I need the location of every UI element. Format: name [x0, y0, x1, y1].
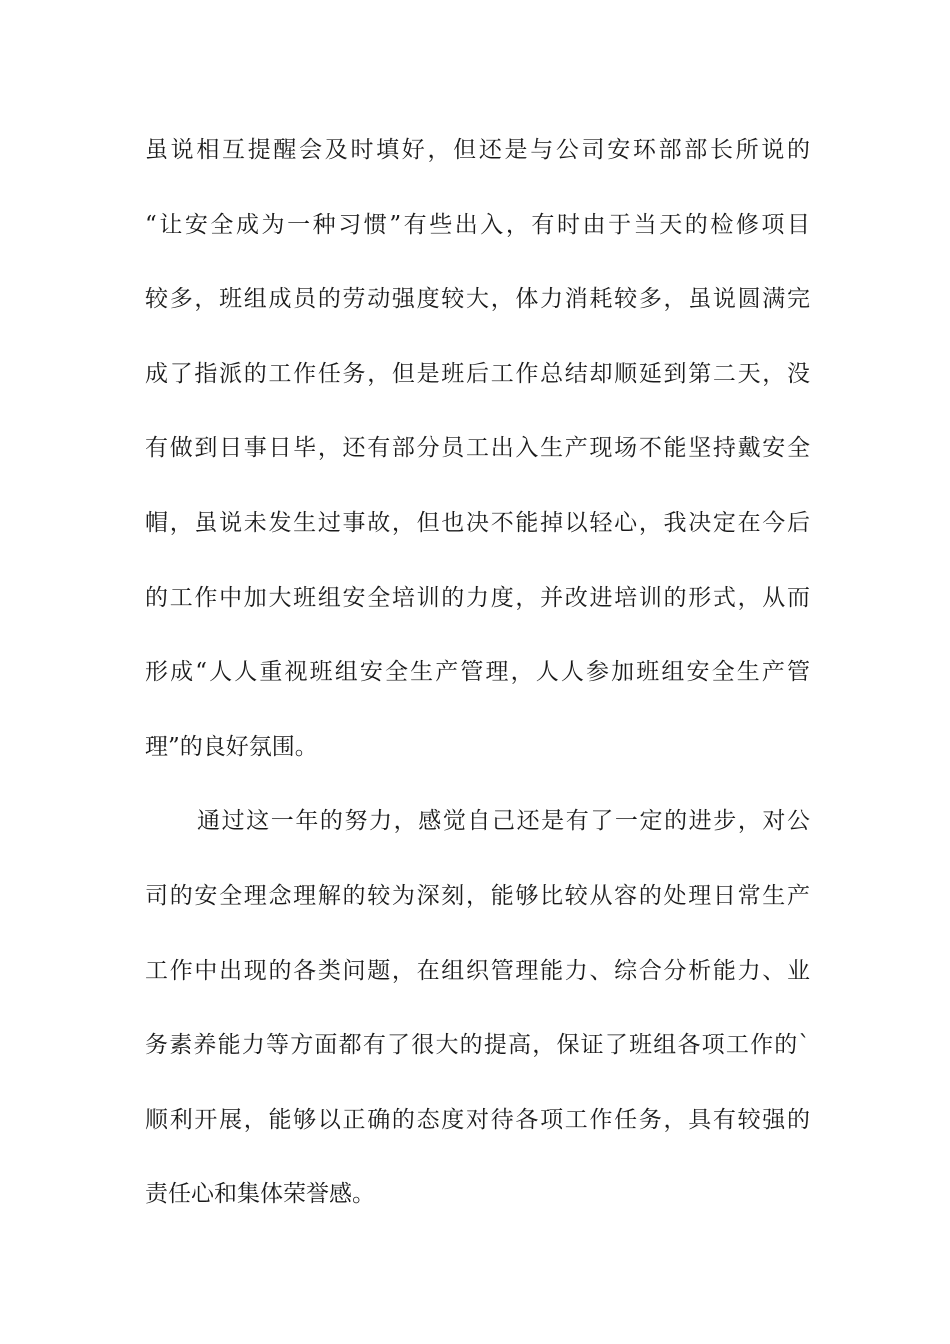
paragraph-line: 的工作中加大班组安全培训的力度，并改进培训的形式，从而 — [145, 584, 810, 611]
paragraph-line: 务素养能力等方面都有了很大的提高，保证了班组各项工作的` — [145, 1032, 810, 1059]
paragraph-line: “让安全成为一种习惯”有些出入，有时由于当天的检修项目 — [145, 211, 810, 238]
paragraph-line: 工作中出现的各类问题，在组织管理能力、综合分析能力、业 — [145, 957, 810, 984]
paragraph-line: 虽说相互提醒会及时填好，但还是与公司安环部部长所说的 — [145, 137, 810, 163]
paragraph-line: 顺利开展，能够以正确的态度对待各项工作任务，具有较强的 — [145, 1106, 810, 1133]
paragraph-line: 帽，虽说未发生过事故，但也决不能掉以轻心，我决定在今后 — [145, 509, 810, 536]
paragraph-line: 较多，班组成员的劳动强度较大，体力消耗较多，虽说圆满完 — [145, 286, 810, 313]
paragraph-line: 司的安全理念理解的较为深刻，能够比较从容的处理日常生产 — [145, 882, 810, 909]
document-body — [145, 130, 810, 1249]
paragraph-line: 有做到日事日毕，还有部分员工出入生产现场不能坚持戴安全 — [145, 435, 810, 462]
paragraph-line: 责任心和集体荣誉感。 — [145, 1181, 375, 1208]
paragraph-line: 通过这一年的努力，感觉自己还是有了一定的进步，对公 — [197, 808, 810, 835]
paragraph-line: 成了指派的工作任务，但是班后工作总结却顺延到第二天，没 — [145, 360, 810, 387]
paragraph-line: 形成“人人重视班组安全生产管理，人人参加班组安全生产管 — [145, 659, 810, 686]
paragraph-line: 理”的良好氛围。 — [145, 733, 318, 760]
